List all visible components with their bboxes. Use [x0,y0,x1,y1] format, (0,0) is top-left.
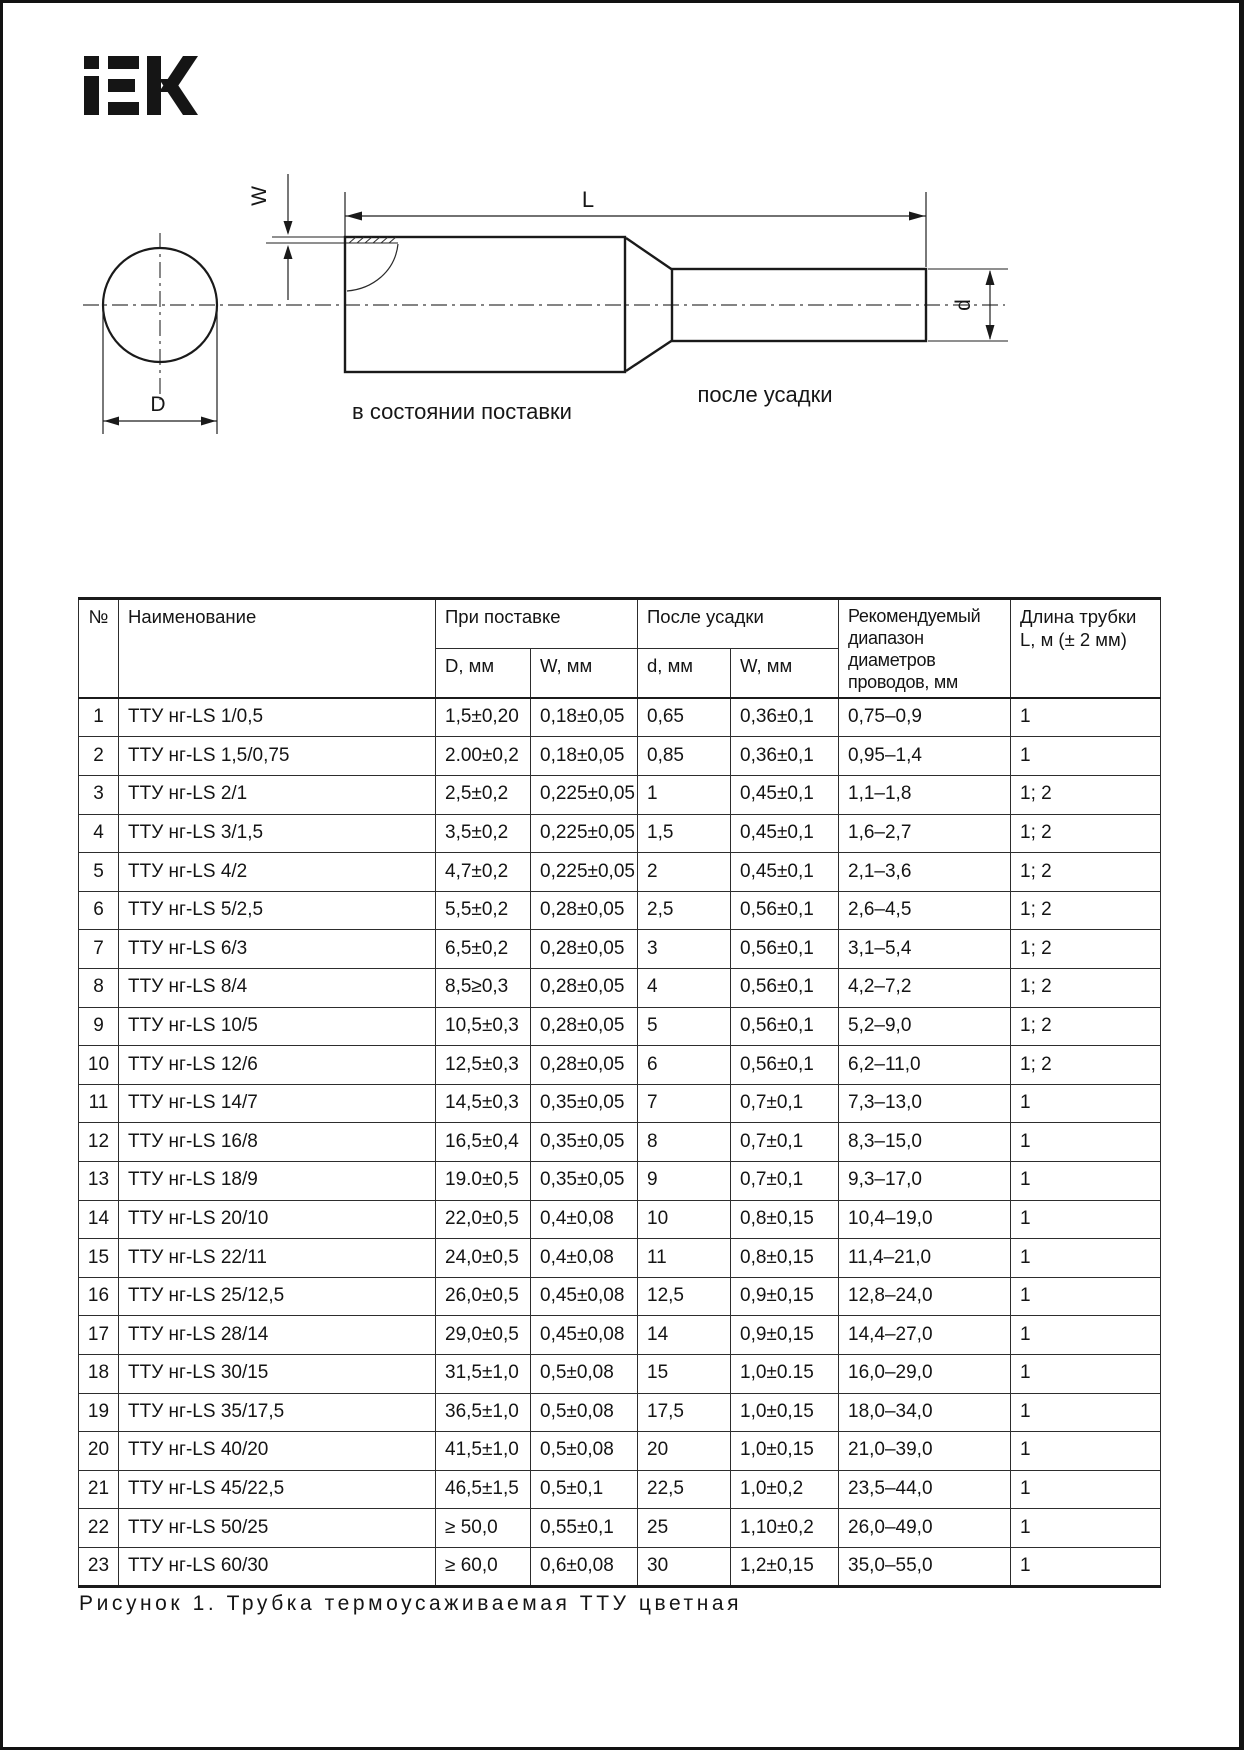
cell-value: 0,75–0,9 [839,698,1011,737]
cell-value: 2,5 [638,891,731,930]
cell-value: ТТУ нг-LS 12/6 [119,1046,436,1085]
cell-value: 0,8±0,15 [731,1239,839,1278]
cell-row-number: 6 [79,891,119,930]
cell-value: 23,5–44,0 [839,1470,1011,1509]
cell-value: 0,18±0,05 [531,698,638,737]
cell-value: 46,5±1,5 [436,1470,531,1509]
cell-value: ≥ 60,0 [436,1547,531,1587]
cell-value: 36,5±1,0 [436,1393,531,1432]
cell-value: 0,4±0,08 [531,1200,638,1239]
cell-value: 1 [1011,1316,1161,1355]
cell-value: 1,2±0,15 [731,1547,839,1587]
cell-value: 8 [638,1123,731,1162]
cell-row-number: 23 [79,1547,119,1587]
cell-value: ТТУ нг-LS 28/14 [119,1316,436,1355]
cell-value: 9,3–17,0 [839,1161,1011,1200]
cell-value: 18,0–34,0 [839,1393,1011,1432]
cell-value: 1 [1011,1277,1161,1316]
dim-label-D: D [150,393,166,416]
cell-value: ТТУ нг-LS 18/9 [119,1161,436,1200]
cell-value: 22,0±0,5 [436,1200,531,1239]
cell-value: ТТУ нг-LS 10/5 [119,1007,436,1046]
cell-row-number: 11 [79,1084,119,1123]
cell-value: 14,5±0,3 [436,1084,531,1123]
table-row [79,1084,1161,1123]
col-header-num: № [79,599,119,698]
cell-value: 0,28±0,05 [531,968,638,1007]
cell-value: 15 [638,1354,731,1393]
cell-value: 1 [1011,1354,1161,1393]
cell-value: 4,2–7,2 [839,968,1011,1007]
table-row [79,1547,1161,1587]
cell-value: 5 [638,1007,731,1046]
table-row [79,1277,1161,1316]
cell-value: 6,5±0,2 [436,930,531,969]
cell-value: 2.00±0,2 [436,737,531,776]
cell-row-number: 12 [79,1123,119,1162]
cell-value: 0,56±0,1 [731,930,839,969]
cell-value: ТТУ нг-LS 4/2 [119,853,436,892]
cell-value: ТТУ нг-LS 6/3 [119,930,436,969]
cell-value: 5,5±0,2 [436,891,531,930]
cell-row-number: 4 [79,814,119,853]
cell-value: 8,5≥0,3 [436,968,531,1007]
cell-row-number: 16 [79,1277,119,1316]
cell-value: ТТУ нг-LS 60/30 [119,1547,436,1587]
cell-value: 11,4–21,0 [839,1239,1011,1278]
cell-row-number: 21 [79,1470,119,1509]
cell-value: ТТУ нг-LS 14/7 [119,1084,436,1123]
cell-value: 0,225±0,05 [531,853,638,892]
cell-value: 35,0–55,0 [839,1547,1011,1587]
cell-value: 2,6–4,5 [839,891,1011,930]
arrowhead [986,270,995,285]
cell-value: 24,0±0,5 [436,1239,531,1278]
col-header-length: Длина трубки L, м (± 2 мм) [1011,599,1161,698]
cell-value: 0,9±0,15 [731,1277,839,1316]
table-row [79,698,1161,737]
cell-value: 0,65 [638,698,731,737]
cell-value: 3 [638,930,731,969]
table-row [79,1470,1161,1509]
cell-value: ≥ 50,0 [436,1509,531,1548]
table-row [79,1354,1161,1393]
cell-value: 0,7±0,1 [731,1123,839,1162]
cell-value: 0,56±0,1 [731,968,839,1007]
col-header-W-mm-after: W, мм [731,648,839,698]
cell-value: ТТУ нг-LS 40/20 [119,1432,436,1471]
cell-value: 1,5±0,20 [436,698,531,737]
cell-value: 0,28±0,05 [531,891,638,930]
cell-value: 7 [638,1084,731,1123]
cell-value: 0,35±0,05 [531,1084,638,1123]
arrowhead [284,245,293,259]
table-row [79,1509,1161,1548]
cell-row-number: 9 [79,1007,119,1046]
cell-value: ТТУ нг-LS 16/8 [119,1123,436,1162]
cell-value: 0,45±0,1 [731,853,839,892]
table-row [79,1007,1161,1046]
cell-row-number: 17 [79,1316,119,1355]
cell-value: 1 [1011,1393,1161,1432]
cell-row-number: 5 [79,853,119,892]
cell-value: 1; 2 [1011,776,1161,815]
cell-value: 1 [1011,737,1161,776]
cell-row-number: 15 [79,1239,119,1278]
cell-value: ТТУ нг-LS 1,5/0,75 [119,737,436,776]
cell-row-number: 1 [79,698,119,737]
cell-value: 2,5±0,2 [436,776,531,815]
cell-value: 0,28±0,05 [531,1046,638,1085]
cell-value: 0,18±0,05 [531,737,638,776]
cell-row-number: 3 [79,776,119,815]
label-delivery-state: в состоянии поставки [352,399,572,424]
cell-value: 0,7±0,1 [731,1084,839,1123]
arrowhead [346,212,362,221]
table-row [79,1316,1161,1355]
cell-value: 0,28±0,05 [531,1007,638,1046]
cell-value: 1,0±0.15 [731,1354,839,1393]
cell-value: 41,5±1,0 [436,1432,531,1471]
cell-value: 1 [1011,1470,1161,1509]
cell-value: 16,5±0,4 [436,1123,531,1162]
cell-value: 5,2–9,0 [839,1007,1011,1046]
cell-value: ТТУ нг-LS 45/22,5 [119,1470,436,1509]
col-header-W-mm-delivery: W, мм [531,648,638,698]
cell-value: 1; 2 [1011,814,1161,853]
cell-row-number: 2 [79,737,119,776]
cell-value: 1,6–2,7 [839,814,1011,853]
cell-value: 3,5±0,2 [436,814,531,853]
arrowhead [104,417,119,426]
arrowhead [986,325,995,340]
dim-label-d: d [952,299,975,311]
cell-value: 21,0–39,0 [839,1432,1011,1471]
cell-value: 1 [1011,1123,1161,1162]
table-row [79,1200,1161,1239]
cell-value: ТТУ нг-LS 2/1 [119,776,436,815]
cell-value: 19.0±0,5 [436,1161,531,1200]
table-row [79,1046,1161,1085]
table-row [79,968,1161,1007]
cell-value: 7,3–13,0 [839,1084,1011,1123]
table-row [79,930,1161,969]
cell-row-number: 10 [79,1046,119,1085]
cell-value: 1 [1011,1161,1161,1200]
cell-value: 1; 2 [1011,930,1161,969]
cell-value: 11 [638,1239,731,1278]
table-row [79,1161,1161,1200]
cell-value: 1 [1011,1432,1161,1471]
technical-drawing [0,0,1244,540]
dim-label-L: L [581,187,595,212]
cell-value: 0,9±0,15 [731,1316,839,1355]
cell-value: 14,4–27,0 [839,1316,1011,1355]
table-row [79,891,1161,930]
cell-value: 1 [638,776,731,815]
cell-value: ТТУ нг-LS 8/4 [119,968,436,1007]
cell-value: ТТУ нг-LS 50/25 [119,1509,436,1548]
col-header-d-mm: d, мм [638,648,731,698]
table-row [79,737,1161,776]
cell-value: 0,35±0,05 [531,1161,638,1200]
cell-value: 2 [638,853,731,892]
arrowhead [284,221,293,235]
cell-value: 1 [1011,1084,1161,1123]
cell-value: ТТУ нг-LS 3/1,5 [119,814,436,853]
cell-value: 26,0–49,0 [839,1509,1011,1548]
cell-value: 1 [1011,698,1161,737]
cell-value: 0,4±0,08 [531,1239,638,1278]
table-row [79,1123,1161,1162]
cell-value: 6 [638,1046,731,1085]
cell-value: 14 [638,1316,731,1355]
cell-value: 0,36±0,1 [731,698,839,737]
cell-value: 0,35±0,05 [531,1123,638,1162]
cell-row-number: 13 [79,1161,119,1200]
cell-row-number: 7 [79,930,119,969]
cell-value: 31,5±1,0 [436,1354,531,1393]
cell-value: 0,28±0,05 [531,930,638,969]
dimension-L [345,192,926,267]
cell-value: 1 [1011,1547,1161,1587]
cell-value: 9 [638,1161,731,1200]
cell-value: 1,5 [638,814,731,853]
cell-value: 30 [638,1547,731,1587]
cell-value: ТТУ нг-LS 5/2,5 [119,891,436,930]
col-header-wire-range: Рекомендуемый диапазон диаметров проводов, мм [839,599,1011,698]
cell-value: 1,1–1,8 [839,776,1011,815]
spec-table [78,597,1161,1588]
cell-value: 20 [638,1432,731,1471]
arrowhead [909,212,925,221]
cell-value: ТТУ нг-LS 35/17,5 [119,1393,436,1432]
cell-value: 0,8±0,15 [731,1200,839,1239]
cell-value: 25 [638,1509,731,1548]
cell-value: 2,1–3,6 [839,853,1011,892]
cell-value: 1 [1011,1509,1161,1548]
cell-value: 1,0±0,15 [731,1432,839,1471]
arrowhead [201,417,216,426]
cell-row-number: 22 [79,1509,119,1548]
cell-value: 0,45±0,08 [531,1277,638,1316]
cell-value: 16,0–29,0 [839,1354,1011,1393]
cell-value: ТТУ нг-LS 30/15 [119,1354,436,1393]
cell-value: 26,0±0,5 [436,1277,531,1316]
col-group-after-shrink: После усадки [638,599,839,649]
cell-value: ТТУ нг-LS 20/10 [119,1200,436,1239]
cell-value: ТТУ нг-LS 22/11 [119,1239,436,1278]
table-row [79,1432,1161,1471]
cell-value: 1; 2 [1011,891,1161,930]
cell-value: 0,45±0,08 [531,1316,638,1355]
table-row [79,776,1161,815]
cell-value: 1 [1011,1200,1161,1239]
col-group-delivery: При поставке [436,599,638,649]
cell-value: 22,5 [638,1470,731,1509]
cell-value: 1; 2 [1011,1007,1161,1046]
cell-value: 0,45±0,1 [731,776,839,815]
cell-row-number: 8 [79,968,119,1007]
cell-value: ТТУ нг-LS 25/12,5 [119,1277,436,1316]
cell-row-number: 20 [79,1432,119,1471]
cell-value: 0,55±0,1 [531,1509,638,1548]
cell-value: 1,0±0,15 [731,1393,839,1432]
centerline [83,233,1005,400]
cell-value: 12,5 [638,1277,731,1316]
cell-value: 1; 2 [1011,1046,1161,1085]
cell-value: ТТУ нг-LS 1/0,5 [119,698,436,737]
cell-value: 1; 2 [1011,968,1161,1007]
table-row [79,853,1161,892]
cell-value: 0,5±0,1 [531,1470,638,1509]
table-row [79,1393,1161,1432]
spec-table-header [79,599,1161,698]
cell-value: 0,7±0,1 [731,1161,839,1200]
cell-value: 0,5±0,08 [531,1354,638,1393]
label-shrunk-state: после усадки [697,382,833,407]
cell-value: 3,1–5,4 [839,930,1011,969]
cell-value: 0,225±0,05 [531,814,638,853]
cell-value: 0,5±0,08 [531,1393,638,1432]
cell-value: 1,10±0,2 [731,1509,839,1548]
cell-value: 0,225±0,05 [531,776,638,815]
figure-caption: Рисунок 1. Трубка термоусаживаемая ТТУ цветная [79,1592,743,1615]
cell-value: 0,45±0,1 [731,814,839,853]
cell-value: 1,0±0,2 [731,1470,839,1509]
cell-row-number: 18 [79,1354,119,1393]
col-header-D-mm: D, мм [436,648,531,698]
table-row [79,1239,1161,1278]
col-header-name: Наименование [119,599,436,698]
cell-value: 12,8–24,0 [839,1277,1011,1316]
table-row [79,814,1161,853]
cell-value: 4,7±0,2 [436,853,531,892]
cell-value: 0,56±0,1 [731,1007,839,1046]
cell-value: 10,4–19,0 [839,1200,1011,1239]
cell-value: 0,95–1,4 [839,737,1011,776]
cell-row-number: 19 [79,1393,119,1432]
cell-value: 0,36±0,1 [731,737,839,776]
cell-value: 4 [638,968,731,1007]
cell-value: 10 [638,1200,731,1239]
cell-value: 1 [1011,1239,1161,1278]
cell-value: 1; 2 [1011,853,1161,892]
cell-value: 10,5±0,3 [436,1007,531,1046]
cell-value: 17,5 [638,1393,731,1432]
cell-value: 6,2–11,0 [839,1046,1011,1085]
cell-value: 0,56±0,1 [731,1046,839,1085]
cell-value: 0,6±0,08 [531,1547,638,1587]
cell-row-number: 14 [79,1200,119,1239]
wall-section-curve [347,244,398,291]
cell-value: 29,0±0,5 [436,1316,531,1355]
cell-value: 0,85 [638,737,731,776]
cell-value: 0,5±0,08 [531,1432,638,1471]
dim-label-W: W [248,186,271,206]
cell-value: 0,56±0,1 [731,891,839,930]
cell-value: 8,3–15,0 [839,1123,1011,1162]
cell-value: 12,5±0,3 [436,1046,531,1085]
table-body [79,698,1161,1587]
